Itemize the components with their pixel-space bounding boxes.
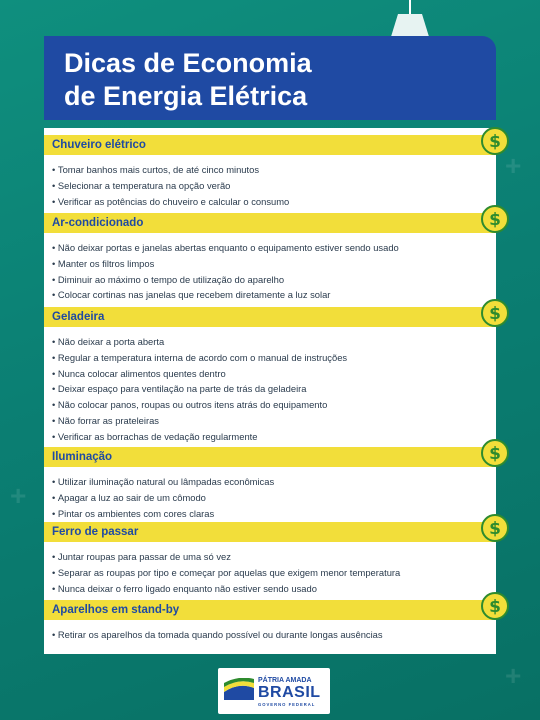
section-heading-label: Ferro de passar xyxy=(52,526,139,538)
section-chuveiro xyxy=(44,132,501,209)
section-heading xyxy=(44,444,501,467)
section-heading xyxy=(44,519,501,542)
section-heading-label: Chuveiro elétrico xyxy=(52,139,146,151)
list-item: • Pintar os ambientes com cores claras xyxy=(44,506,496,522)
section-heading xyxy=(44,597,501,620)
section-heading-label: Iluminação xyxy=(52,451,113,463)
list-item: • Não deixar portas e janelas abertas enquanto o equipamento estiver sendo usado xyxy=(44,240,496,256)
list-item: • Colocar cortinas nas janelas que recebem diretamente a luz solar xyxy=(44,287,496,303)
section-iluminacao xyxy=(44,444,501,521)
svg-text:$: $ xyxy=(489,210,501,230)
tip-list xyxy=(44,549,496,596)
list-item: • Não colocar panos, roupas ou outros itens atrás do equipamento xyxy=(44,397,496,413)
list-item: • Juntar roupas para passar de uma só vez xyxy=(44,549,496,565)
list-item: • Nunca colocar alimentos quentes dentro xyxy=(44,366,496,382)
list-item: • Diminuir ao máximo o tempo de utilização do aparelho xyxy=(44,272,496,288)
list-item: • Deixar espaço para ventilação na parte de trás da geladeira xyxy=(44,381,496,397)
decor-plus: + xyxy=(10,480,27,511)
dollar-coin-icon xyxy=(480,204,510,234)
list-item: • Nunca deixar o ferro ligado enquanto não estiver sendo usado xyxy=(44,581,496,597)
brazil-flag-icon xyxy=(224,678,254,700)
list-item: • Apagar a luz ao sair de um cômodo xyxy=(44,490,496,506)
svg-text:$: $ xyxy=(489,519,501,539)
decor-plus: + xyxy=(505,660,522,691)
dollar-coin-icon xyxy=(480,126,510,156)
title-banner xyxy=(44,36,496,120)
section-ferro-de-passar xyxy=(44,519,501,596)
page-title-line-2: de Energia Elétrica xyxy=(64,81,308,111)
list-item: • Verificar as borrachas de vedação regularmente xyxy=(44,429,496,445)
section-heading xyxy=(44,132,501,155)
logo-wordmark: BRASIL xyxy=(258,684,321,701)
list-item: • Utilizar iluminação natural ou lâmpadas econômicas xyxy=(44,474,496,490)
list-item: • Tomar banhos mais curtos, de até cinco minutos xyxy=(44,162,496,178)
list-item: • Manter os filtros limpos xyxy=(44,256,496,272)
tip-list xyxy=(44,162,496,209)
dollar-coin-icon xyxy=(480,298,510,328)
list-item: • Regular a temperatura interna de acordo com o manual de instruções xyxy=(44,350,496,366)
section-heading-label: Aparelhos em stand-by xyxy=(52,604,180,616)
svg-text:$: $ xyxy=(489,304,501,324)
dollar-coin-icon xyxy=(480,513,510,543)
tips-card xyxy=(44,128,501,654)
logo-tagline: PÁTRIA AMADA xyxy=(258,677,312,684)
section-heading-label: Geladeira xyxy=(52,311,105,323)
svg-text:$: $ xyxy=(489,444,501,464)
list-item: • Separar as roupas por tipo e começar por aquelas que exigem menor temperatura xyxy=(44,565,496,581)
tip-list xyxy=(44,474,496,521)
list-item: • Não deixar a porta aberta xyxy=(44,334,496,350)
section-heading xyxy=(44,304,501,327)
svg-text:$: $ xyxy=(489,132,501,152)
government-logo xyxy=(218,668,330,714)
tip-list xyxy=(44,627,496,643)
section-heading-label: Ar-condicionado xyxy=(52,217,144,229)
list-item: • Retirar os aparelhos da tomada quando possível ou durante longas ausências xyxy=(44,627,496,643)
decor-plus: + xyxy=(505,150,522,181)
tip-list xyxy=(44,334,496,445)
section-aparelhos-stand-by xyxy=(44,597,501,643)
svg-text:$: $ xyxy=(489,597,501,617)
section-heading xyxy=(44,210,501,233)
list-item: • Não forrar as prateleiras xyxy=(44,413,496,429)
dollar-coin-icon xyxy=(480,438,510,468)
dollar-coin-icon xyxy=(480,591,510,621)
section-geladeira xyxy=(44,304,501,445)
section-ar-condicionado xyxy=(44,210,501,303)
list-item: • Verificar as potências do chuveiro e calcular o consumo xyxy=(44,194,496,210)
logo-subtitle: GOVERNO FEDERAL xyxy=(258,702,316,707)
list-item: • Selecionar a temperatura na opção verão xyxy=(44,178,496,194)
tip-list xyxy=(44,240,496,303)
page-title-line-1: Dicas de Economia xyxy=(64,48,312,78)
